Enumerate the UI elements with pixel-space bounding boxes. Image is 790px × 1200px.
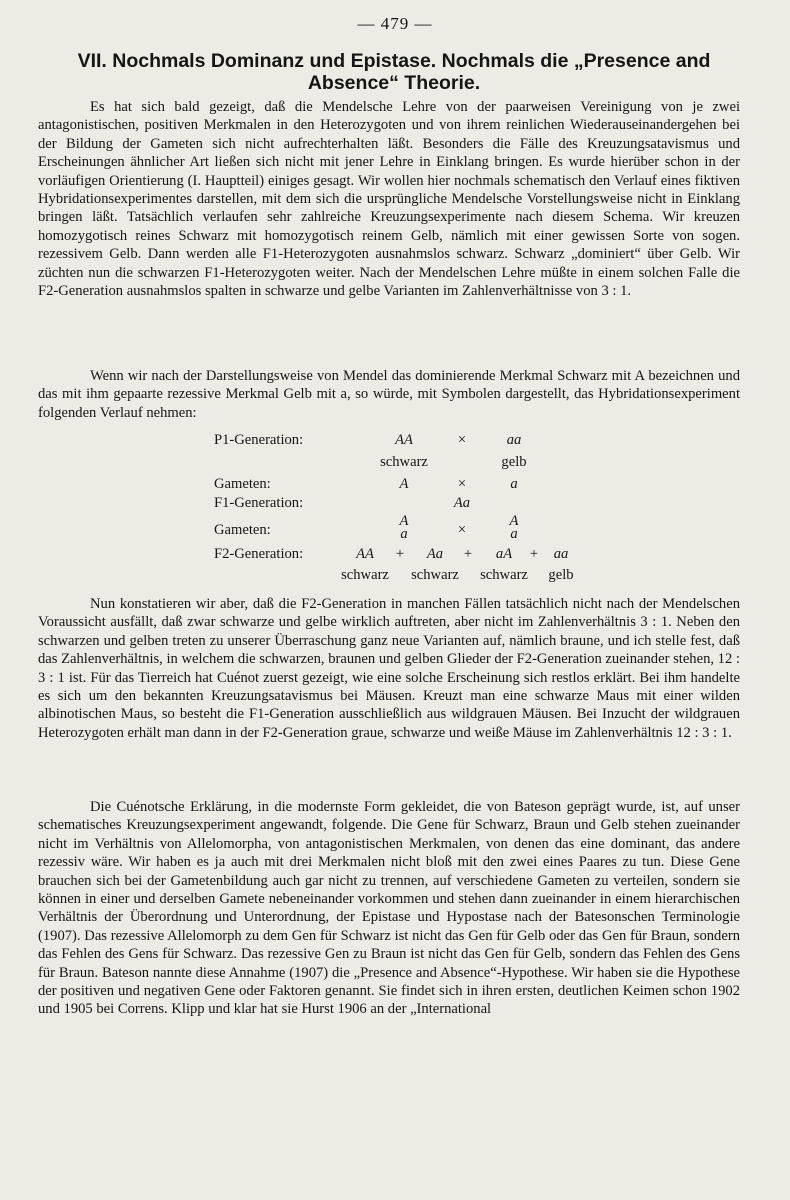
chapter-heading: VII. Nochmals Dominanz und Epistase. Nochmals die „Presence and Absence“ Theorie. <box>77 50 711 94</box>
scheme-p1-label: P1-Generation: <box>214 432 304 448</box>
scheme-plus-2: + <box>463 546 473 562</box>
scheme-f1-value: Aa <box>453 495 471 511</box>
crossing-scheme <box>214 432 594 590</box>
scheme-gameten-label-1: Gameten: <box>214 476 271 492</box>
scheme-plus-3: + <box>529 546 539 562</box>
scheme-gam2-right: A a <box>509 513 519 542</box>
scheme-cross-1: × <box>457 432 467 448</box>
scheme-f2-n2: schwarz <box>411 567 459 583</box>
paragraph-1 <box>38 98 740 300</box>
scheme-f1-label: F1-Generation: <box>214 495 304 511</box>
page-number: — 479 — <box>357 14 433 33</box>
paragraph-3 <box>38 595 740 742</box>
scheme-f2-v1: AA <box>356 546 374 562</box>
paragraph-3-text: Nun konstatieren wir aber, daß die F2-Generation in manchen Fällen tatsächlich nicht nach der Mendelschen Voraussicht ausfällt, daß zwar schwarze und gelbe wirklich auftreten, aber nicht im Zahlenverhältnis 3 : 1. Neben den schwarzen und gelben treten zu unserer Überraschung ganz neue Varianten auf, nämlich braune, und ich stelle fest, daß das Zahlenverhältnis, in welchem die schwarzen, braunen und gelben Glieder der F2-Generation zueinander stehen, 12 : 3 : 1 ist. Für das Tierreich hat Cuénot zuerst gezeigt, wie eine solche Erscheinung sich restlos erklärt. Bei ihm handelte es sich um den bekannten Kreuzungsatavismus bei Mäusen. Kreuzt man eine schwarze Maus mit einer wilden albinotischen Maus, so besteht die F1-Generation ausschließlich aus wildgrauen Mäusen. Bei Inzucht der wildgrauen Heterozygoten erhält man dann in der F2-Generation graue, schwarze und weiße Mäuse im Zahlenverhältnis 12 : 3 : 1. <box>38 596 740 741</box>
scheme-cross-2: × <box>457 476 467 492</box>
scheme-f2-v2: Aa <box>426 546 444 562</box>
scheme-f2-v4: aa <box>553 546 569 562</box>
scheme-f2-v3: aA <box>495 546 513 562</box>
scheme-p1-right-name: gelb <box>501 454 527 470</box>
paragraph-4-text: Die Cuénotsche Erklärung, in die modernste Form gekleidet, die von Bateson geprägt wurde, ist, auf unser schematisches Kreuzungsexperiment angewandt, folgende. Die Gene für Schwarz, Braun und Gelb stehen zueinander nicht im Verhältnis von Allelomorpha, von antagonistischen Merkmalen, von denen das eine dominant, das andere rezessiv wäre. Wir haben es ja auch mit drei Merkmalen nicht bloß mit den zwei eines Paares zu tun. Diese Gene brauchen sich bei der Gametenbildung auch gar nicht zu trennen, auf verschiedene Gameten zu verteilen, sondern sie können in einer und derselben Gamete nebeneinander vorkommen und stehen dann zueinander in einem hierarchischen Verhältnis der Überordnung und Unterordnung, der Epistase und Hypostase nach der Batesonschen Terminologie (1907). Das rezessive Allelomorph zu dem Gen für Schwarz ist nicht das Gen für Gelb oder das Gen für Braun, sondern das Fehlen des Gens für Schwarz. Das rezessive Gen zu Braun ist nicht das Gen für Gelb, sondern das Fehlen des Gens für Braun. Bateson nannte diese Annahme (1907) die „Presence and Absence“-Hypothese. Wir haben sie die Hypothese der positiven und negativen Gene oder Faktoren genannt. Sie findet sich in ihren ersten, deutlichen Keimen schon 1902 und 1905 bei Correns. Klipp und klar hat sie Hurst 1906 an der „International <box>38 799 740 1018</box>
scheme-cross-3: × <box>457 522 467 538</box>
scheme-f2-n4: gelb <box>548 567 574 583</box>
scheme-p1-right: aa <box>506 432 522 448</box>
scheme-f2-n3: schwarz <box>480 567 528 583</box>
scheme-gam1-right: a <box>510 476 518 492</box>
scheme-f2-n1: schwarz <box>341 567 389 583</box>
scheme-gam2-left: A a <box>399 513 409 542</box>
paragraph-2-text: Wenn wir nach der Darstellungsweise von Mendel das dominierende Merkmal Schwarz mit A bezeichnen und das mit ihm gepaarte rezessive Merkmal Gelb mit a, so würde, mit Symbolen dargestellt, das Hybridationsexperiment folgenden Verlauf nehmen: <box>38 368 740 421</box>
paragraph-4 <box>38 798 740 1019</box>
scheme-p1-left-name: schwarz <box>380 454 428 470</box>
paragraph-2 <box>38 367 740 422</box>
scheme-plus-1: + <box>395 546 405 562</box>
scheme-p1-left: AA <box>395 432 413 448</box>
paragraph-1-text: Es hat sich bald gezeigt, daß die Mendelsche Lehre von der paarweisen Vereinigung von je zwei antagonistischen, positiven Merkmalen in den Heterozygoten und von ihrem reinlichen Wiederauseinandergehen bei der Bildung der Gameten sich nicht aufrechterhalten läßt. Besonders die Fälle des Kreuzungsatavismus und Erscheinungen ähnlicher Art ließen sich nicht mit jener Lehre in Einklang bringen. Es wurde hierüber schon in der vorläufigen Orientierung (I. Hauptteil) einiges gesagt. Wir wollen hier nochmals schematisch den Verlauf eines fiktiven Hybridationsexperimentes darstellen, mit dem sich die ursprüngliche Mendelsche Vorstellungsweise nicht in Einklang bringen läßt. Tatsächlich verlaufen sehr zahlreiche Kreuzungsexperimente nach diesem Schema. Wir kreuzen homozygotisch reines Schwarz mit homozygotisch reinem Gelb, nämlich mit einer gewissen Sorte von sogen. rezessivem Gelb. Dann werden alle F1-Heterozygoten ausnahmslos schwarz. Schwarz „dominiert“ über Gelb. Wir züchten nun die schwarzen F1-Heterozygoten weiter. Nach der Mendelschen Lehre müßte in einem solchen Falle die F2-Generation ausnahmslos spalten in schwarze und gelbe Varianten im Zahlenverhältnisse von 3 : 1. <box>38 99 740 300</box>
scheme-gam1-left: A <box>399 476 409 492</box>
scheme-gameten-label-2: Gameten: <box>214 522 271 538</box>
scheme-f2-label: F2-Generation: <box>214 546 304 562</box>
